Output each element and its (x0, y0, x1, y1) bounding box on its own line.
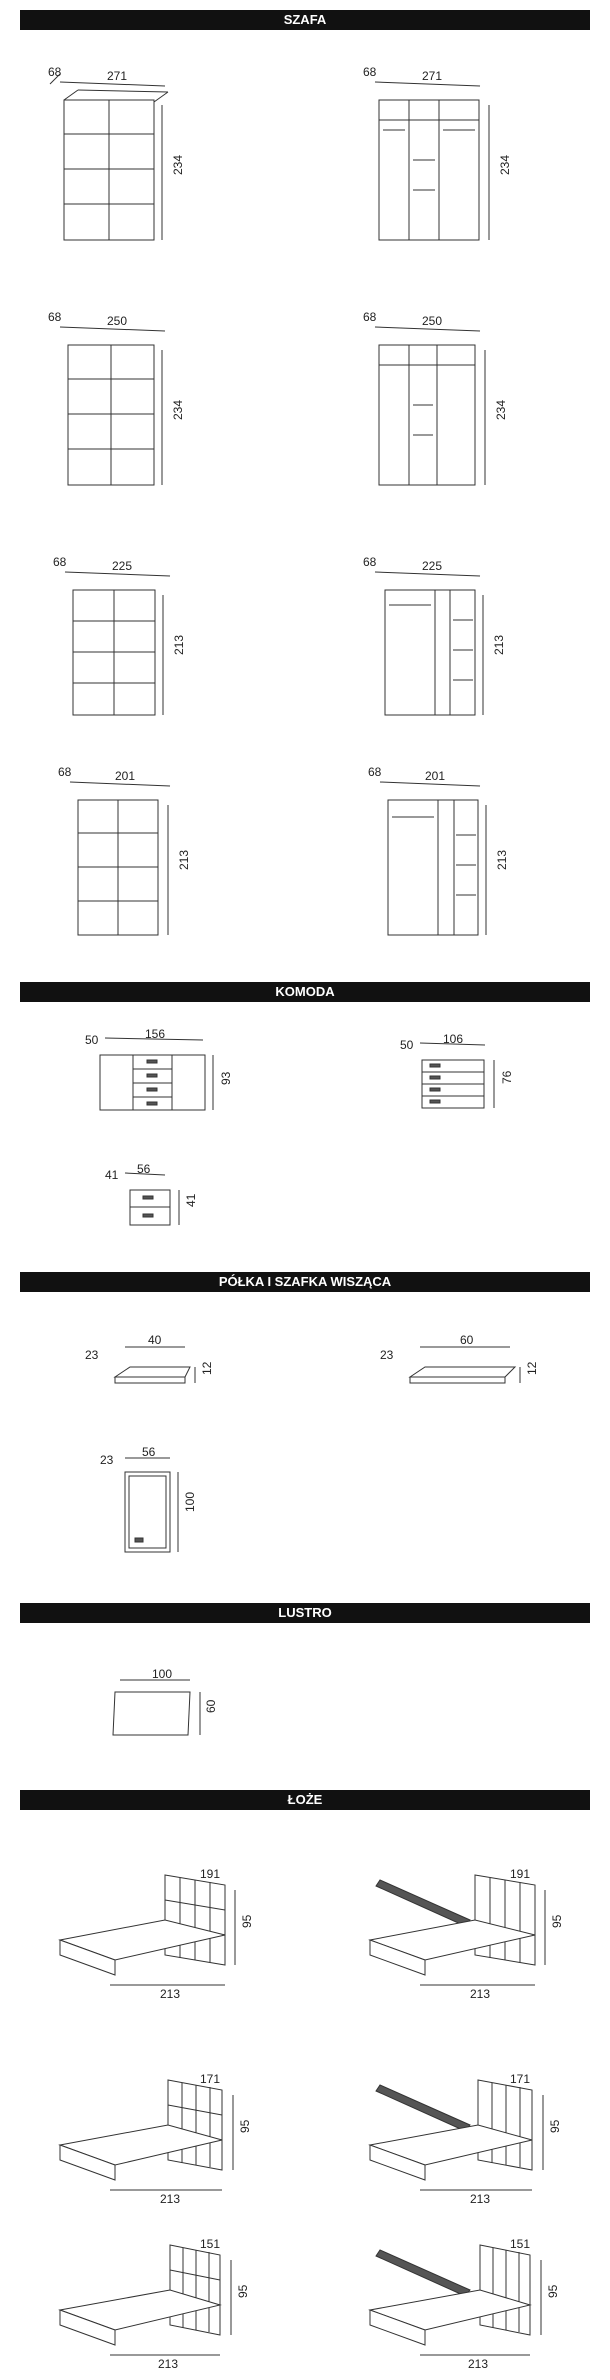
dimension-label: 76 (500, 1070, 514, 1084)
dimension-label: 171 (200, 2072, 221, 2086)
dimension-label: 68 (363, 555, 377, 569)
bed-191-lift (360, 1860, 564, 2005)
mirror-100 (110, 1667, 240, 1745)
dimension-label: 41 (105, 1168, 119, 1182)
dimension-label: 234 (498, 154, 512, 175)
shelf-60 (380, 1335, 550, 1400)
dimension-label: 95 (238, 2119, 252, 2133)
dimension-label: 60 (460, 1333, 474, 1347)
dimension-label: 68 (368, 765, 382, 779)
wardrobe-201-closed (58, 765, 260, 955)
dimension-label: 95 (550, 1914, 564, 1928)
dim-height: 234 (171, 154, 185, 175)
section-header-komoda: KOMODA (20, 982, 590, 1002)
section-header-loze: ŁOŻE (20, 1790, 590, 1810)
dimension-label: 41 (184, 1193, 198, 1207)
dimension-label: 250 (107, 314, 128, 328)
dimension-label: 213 (172, 634, 186, 655)
dimension-label: 23 (85, 1348, 99, 1362)
dimension-label: 213 (468, 2357, 489, 2371)
dimension-label: 68 (58, 765, 72, 779)
wardrobe-201-open (368, 765, 570, 955)
dimension-label: 151 (200, 2237, 221, 2251)
wardrobe-250-open (363, 310, 565, 500)
wardrobe-271-closed (48, 65, 250, 255)
dimension-label: 225 (422, 559, 443, 573)
dimension-label: 95 (236, 2284, 250, 2298)
dimension-label: 100 (152, 1667, 173, 1681)
bed-191 (50, 1860, 254, 2005)
bed-171-lift (360, 2065, 560, 2210)
dimension-label: 171 (510, 2072, 531, 2086)
dimension-label: 191 (200, 1867, 221, 1881)
dimension-label: 50 (400, 1038, 414, 1052)
dimension-label: 213 (470, 1987, 491, 2001)
dimension-label: 100 (183, 1491, 197, 1512)
dimension-label: 213 (492, 634, 506, 655)
dimension-label: 201 (425, 769, 446, 783)
bed-151 (50, 2230, 250, 2375)
dimension-label: 250 (422, 314, 443, 328)
shelf-40 (85, 1335, 225, 1400)
dimension-label: 23 (380, 1348, 394, 1362)
dimension-label: 234 (494, 399, 508, 420)
dimension-label: 93 (219, 1071, 233, 1085)
dimension-label: 68 (363, 310, 377, 324)
dimension-label: 213 (158, 2357, 179, 2371)
dim-depth: 68 (48, 65, 62, 79)
dimension-label: 68 (48, 310, 62, 324)
bed-171 (50, 2065, 250, 2210)
wardrobe-225-open (363, 555, 565, 735)
dimension-label: 40 (148, 1333, 162, 1347)
dimension-label: 271 (422, 69, 443, 83)
dimension-label: 56 (137, 1162, 151, 1176)
bed-151-lift (360, 2230, 560, 2375)
dimension-label: 95 (548, 2119, 562, 2133)
dimension-label: 234 (171, 399, 185, 420)
dimension-label: 151 (510, 2237, 531, 2251)
dim-width: 271 (107, 69, 128, 83)
dimension-label: 201 (115, 769, 136, 783)
dimension-label: 12 (525, 1361, 539, 1375)
dimension-label: 213 (177, 849, 191, 870)
section-header-szafa: SZAFA (20, 10, 590, 30)
dimension-label: 95 (546, 2284, 560, 2298)
dimension-label: 60 (204, 1699, 218, 1713)
dimension-label: 213 (160, 2192, 181, 2206)
wardrobe-250-closed (48, 310, 250, 500)
dimension-label: 23 (100, 1453, 114, 1467)
dimension-label: 56 (142, 1445, 156, 1459)
nightstand-56 (105, 1162, 215, 1240)
wardrobe-225-closed (53, 555, 255, 735)
dimension-label: 106 (443, 1032, 464, 1046)
dimension-label: 68 (53, 555, 67, 569)
dimension-label: 12 (200, 1361, 214, 1375)
dimension-label: 95 (240, 1914, 254, 1928)
dimension-label: 50 (85, 1033, 99, 1047)
dimension-label: 213 (470, 2192, 491, 2206)
dimension-label: 213 (160, 1987, 181, 2001)
section-header-polka: PÓŁKA I SZAFKA WISZĄCA (20, 1272, 590, 1292)
section-header-lustro: LUSTRO (20, 1603, 590, 1623)
dimension-label: 225 (112, 559, 133, 573)
dimension-label: 156 (145, 1027, 166, 1041)
dimension-label: 68 (363, 65, 377, 79)
dimension-label: 213 (495, 849, 509, 870)
hanging-cabinet-56 (100, 1445, 210, 1565)
dimension-label: 191 (510, 1867, 531, 1881)
dresser-106 (400, 1032, 560, 1130)
wardrobe-271-open (363, 65, 565, 255)
dresser-156 (85, 1027, 255, 1125)
